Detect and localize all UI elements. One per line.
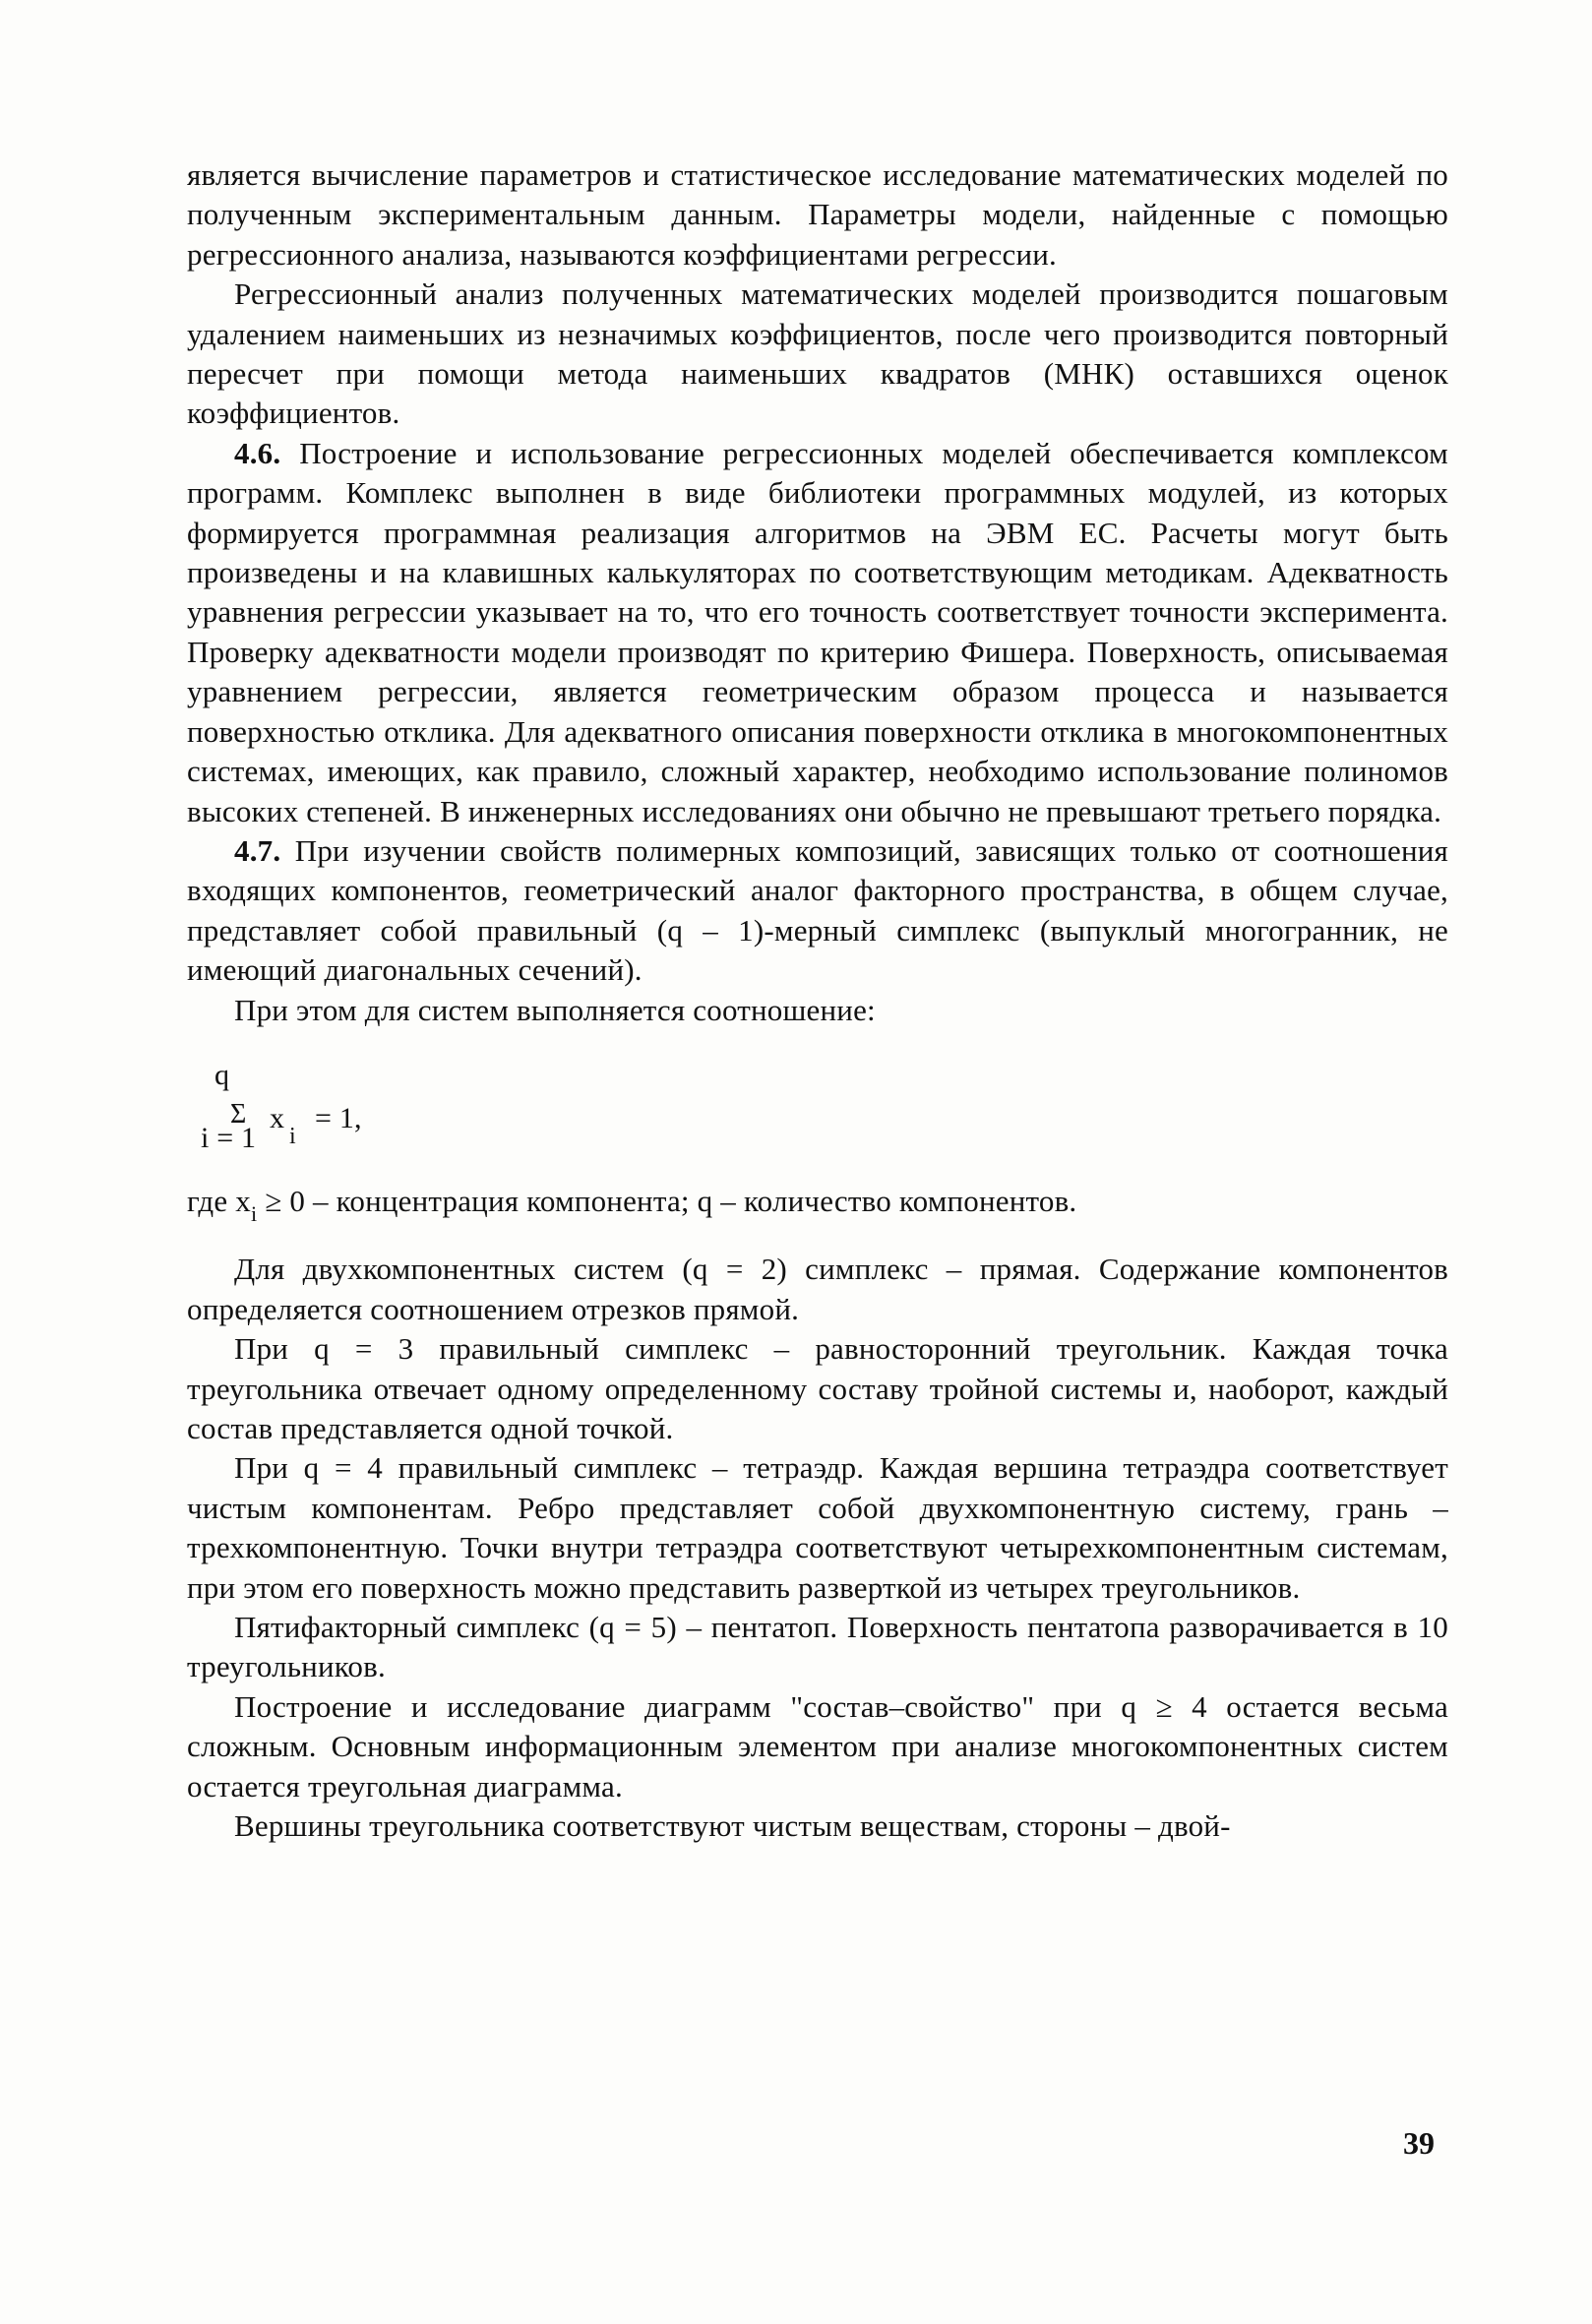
formula-variable: x — [270, 1101, 285, 1134]
paragraph-triangle-vertices: Вершины треугольника соответствуют чистым веществам, стороны – двой- — [234, 1808, 1231, 1844]
paragraph-continuation: является вычисление параметров и статистическое исследование математических моделей по полученным экспериментальным данным. Параметры модели, найденные с помощью регрессионного анализа, называются коэффициентами регрессии. — [187, 157, 1448, 272]
formula-right-side: = 1, — [315, 1101, 362, 1134]
paragraph-4-7 — [187, 831, 1448, 991]
definition-text: ≥ 0 – концентрация компонента; q – количество компонентов. — [265, 1183, 1077, 1218]
formula-lower-limit: i = 1 — [201, 1121, 257, 1154]
section-number-4-6: 4.6. — [234, 435, 281, 470]
paragraph-regression-analysis: Регрессионный анализ полученных математических моделей производится пошаговым удалением наименьших из незначимых коэффициентов, после чего производится повторный пересчет при помощи метода наименьших квадратов (МНК) оставшихся оценок коэффициентов. — [187, 276, 1448, 431]
paragraph-two-component: Для двухкомпонентных систем (q = 2) симплекс – прямая. Содержание компонентов определяется соотношением отрезков прямой. — [187, 1252, 1448, 1326]
page-number: 39 — [1403, 2125, 1435, 2161]
paragraph-diagrams: Построение и исследование диаграмм "состав–свойство" при q ≥ 4 остается весьма сложным. Основным информационным элементом при анализе многокомпонентных систем остается треугольная диаграмма. — [187, 1688, 1448, 1804]
definition-index: i — [250, 1200, 258, 1226]
paragraph-q5: Пятифакторный симплекс (q = 5) – пентатоп. Поверхность пентатопа разворачивается в 10 треугольников. — [187, 1610, 1448, 1684]
paragraph-4-6 — [187, 434, 1448, 831]
paragraph-4-6-text: Построение и использование регрессионных моделей обеспечивается комплексом программ. Комплекс выполнен в виде библиотеки программных модулей, из которых формируется программная реализация алгоритмов на ЭВМ ЕС. Расчеты могут быть произведены и на клавишных калькуляторах по соответствующим методикам. Адекватность уравнения регрессии указывает на то, что его точность соответствует точности эксперимента. Проверку адекватности модели производят по критерию Фишера. Поверхность, описываемая уравнением регрессии, является геометрическим образом процесса и называется поверхностью отклика. Для адекватного описания поверхности отклика в многокомпонентных системах, имеющих, как правило, сложный характер, необходимо использование полиномов высоких степеней. В инженерных исследованиях они обычно не превышают третьего порядка. — [187, 435, 1448, 828]
sum-formula — [201, 1056, 1448, 1172]
formula-variable-index: i — [289, 1123, 296, 1149]
formula-upper-limit: q — [214, 1058, 230, 1091]
page-body — [187, 155, 1448, 1846]
formula-definition — [187, 1182, 1448, 1224]
section-number-4-7: 4.7. — [234, 832, 281, 868]
paragraph-relation-intro: При этом для систем выполняется соотношение: — [234, 992, 876, 1027]
paragraph-q4: При q = 4 правильный симплекс – тетраэдр. Каждая вершина тетраэдра соответствует чистым компонентам. Ребро представляет собой двухкомпонентную систему, грань – трехкомпонентную. Точки внутри тетраэдра соответствуют четырехкомпонентным системам, при этом его поверхность можно представить разверткой из четырех треугольников. — [187, 1450, 1448, 1605]
paragraph-q3: При q = 3 правильный симплекс – равносторонний треугольник. Каждая точка треугольника отвечает одному определенному составу тройной системы и, наоборот, каждый состав представляется одной точкой. — [187, 1331, 1448, 1445]
formula-sigma: Σ — [230, 1098, 247, 1130]
paragraph-4-7-text: При изучении свойств полимерных композиций, зависящих только от соотношения входящих компонентов, геометрический аналог факторного пространства, в общем случае, представляет собой правильный (q – 1)-мерный симплекс (выпуклый многогранник, не имеющий диагональных сечений). — [187, 832, 1448, 988]
definition-where: где x — [187, 1183, 251, 1218]
